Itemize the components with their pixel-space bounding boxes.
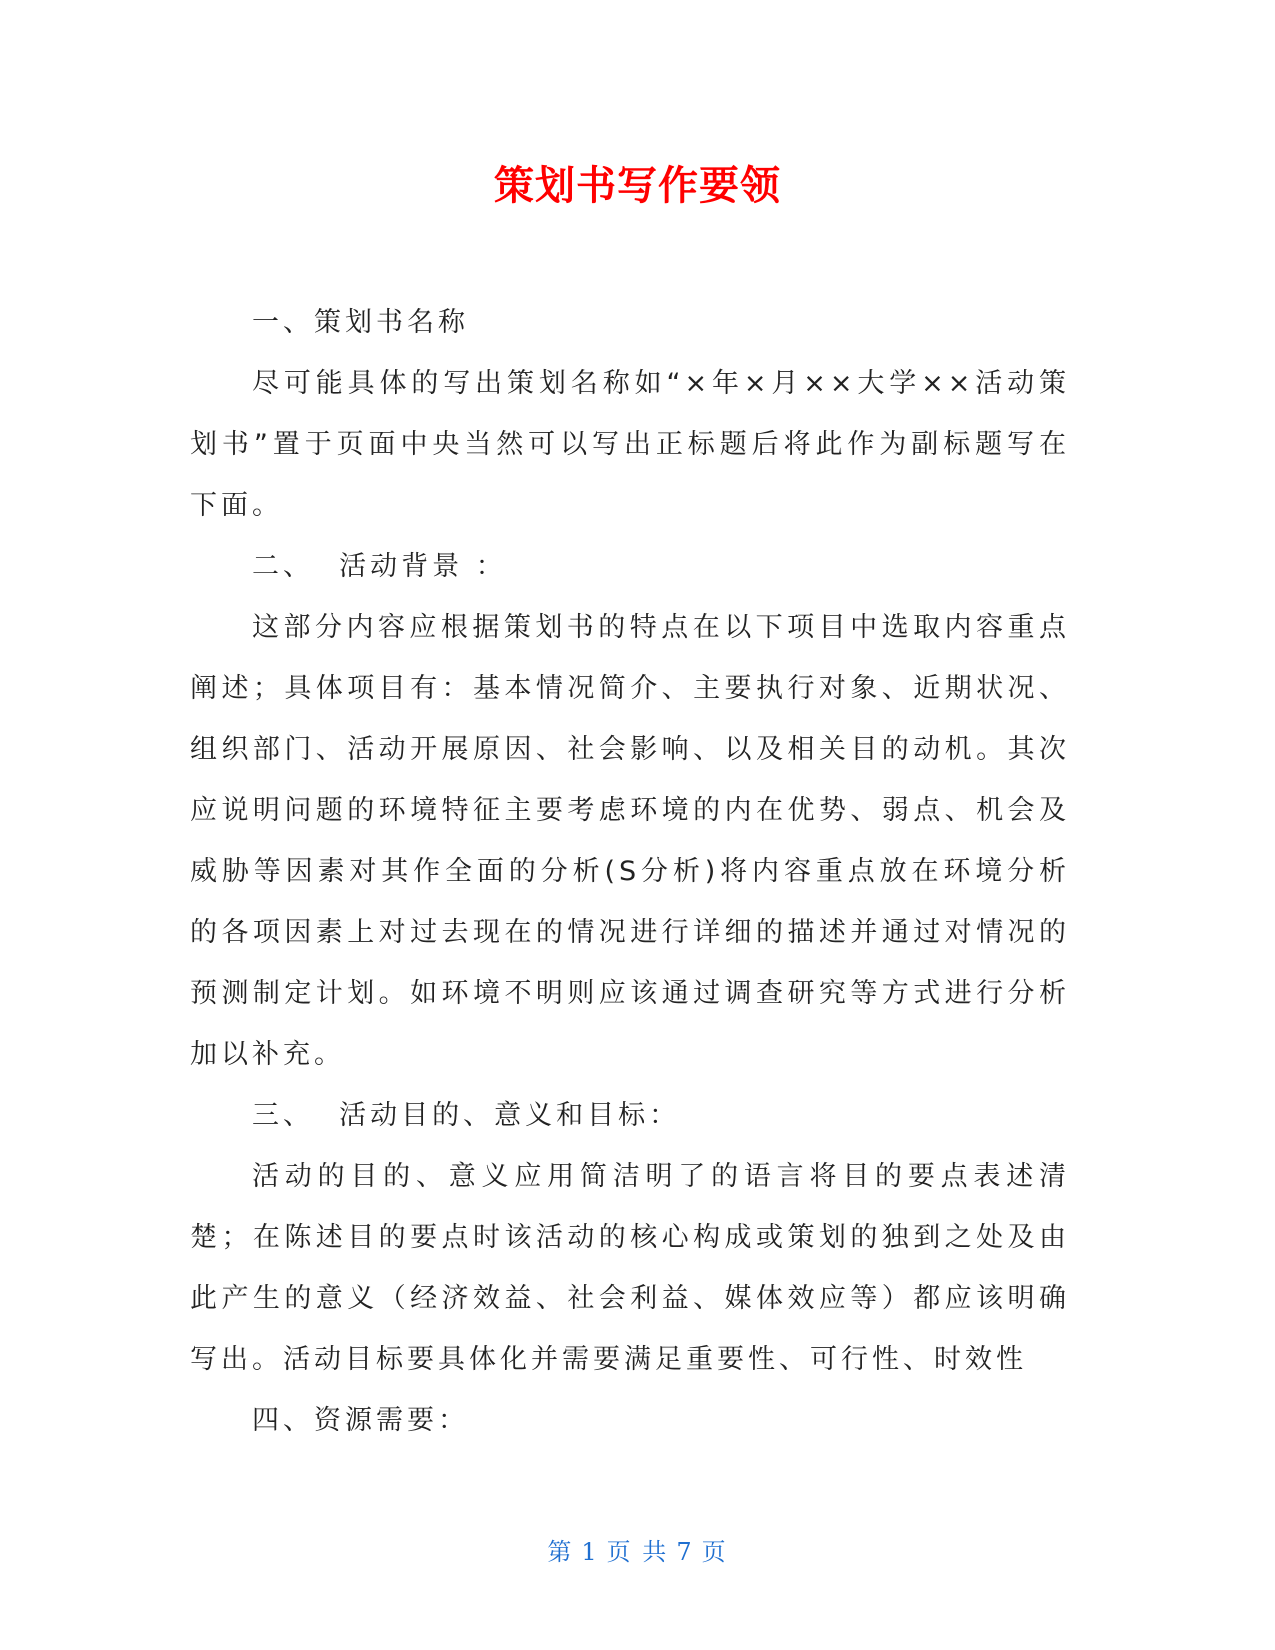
- section-heading-1: 一、策划书名称: [252, 307, 469, 338]
- footer-prefix: 第: [547, 1538, 574, 1566]
- footer-current-page: 1: [581, 1538, 599, 1566]
- document-body: [190, 292, 1070, 1451]
- footer-suffix: 页: [701, 1538, 728, 1566]
- section-paragraph-3: 活动的目的、意义应用简洁明了的语言将目的要点表述清楚；在陈述目的要点时该活动的核心构成或策划的独到之处及由此产生的意义（经济效益、社会利益、媒体效应等）都应该明确写出。活动目标要具体化并需要满足重要性、可行性、时效性: [190, 1161, 1070, 1375]
- document-title: 策划书写作要领: [494, 163, 781, 209]
- section-heading-2: 二、 活动背景 ：: [252, 551, 507, 582]
- section-paragraph-1: 尽可能具体的写出策划名称如“×年×月××大学××活动策划书”置于页面中央当然可以写出正标题后将此作为副标题写在下面。: [190, 368, 1070, 521]
- section-heading-3: 三、 活动目的、意义和目标：: [252, 1100, 681, 1131]
- section-paragraph-2: 这部分内容应根据策划书的特点在以下项目中选取内容重点阐述；具体项目有：基本情况简介、主要执行对象、近期状况、组织部门、活动开展原因、社会影响、以及相关目的动机。其次应说明问题的环境特征主要考虑环境的内在优势、弱点、机会及威胁等因素对其作全面的分析(S分析)将内容重点放在环境分析的各项因素上对过去现在的情况进行详细的描述并通过对情况的预测制定计划。如环境不明则应该通过调查研究等方式进行分析加以补充。: [190, 612, 1070, 1070]
- section-heading-4: 四、资源需要：: [252, 1405, 469, 1436]
- page-footer: [0, 1536, 1275, 1568]
- footer-mid: 页 共: [606, 1538, 669, 1566]
- footer-total-pages: 7: [676, 1538, 694, 1566]
